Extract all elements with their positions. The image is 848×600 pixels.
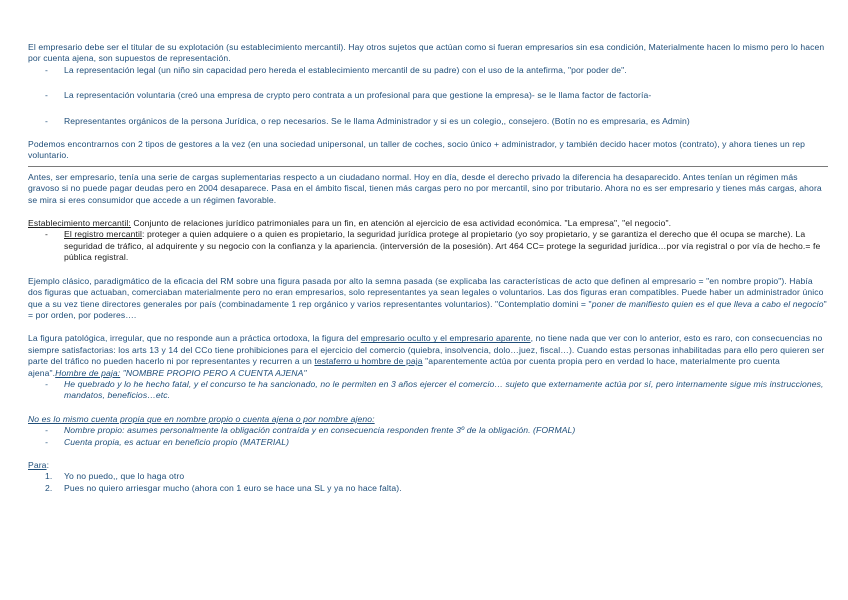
document-page	[28, 0, 828, 494]
paragraph-figura-patologica: La figura patológica, irregular, que no responde aun a práctica ortodoxa, la figura del empresario oculto y el empresario aparente, no tiene nada que ver con lo anterior, esto es raro, con consecuencias no siempre satisfactorias: los arts 13 y 14 del CCo tiene prohibiciones para el ejercicio del comercio (quiebra, insolvencia, dolo…juez, fiscal…). Cuando estas personas inhabilitadas para ello pero quieren ser parte del tráfico no pueden hacerlo ni por representantes y recurren a un testaferro u hombre de paja "aparentemente actúa por cuenta propia pero en verdad lo hace, materialmente pro cuenta ajena".Hombre de paja: "NOMBRE PROPIO PERO A CUENTA AJENA"	[28, 333, 825, 378]
para-list	[28, 471, 828, 494]
list-item: - Cuenta propia, es actuar en beneficio propio (MATERIAL)	[45, 436, 290, 447]
list-item: - Representantes orgánicos de la persona Jurídica, o rep necesarios. Se le llama Administrador y si es un colegio,, consejero. (Botín no es empresaria, es Admin)	[45, 115, 690, 126]
hombre-paja-list	[28, 379, 828, 402]
list-item: 1. Yo no puedo,, que lo haga otro	[45, 471, 185, 482]
list-item: - El registro mercantil: proteger a quien adquiere o a quien es propietario, la seguridad jurídica protege al propietario (yo soy propietario, y se garantiza el derecho que él ocupa se marche). La seguridad de tráfico, al adquirente y su negocio con la confianza y la apariencia. (interversión de la posesión). Art 464 CC= protege la seguridad jurídica…por vía registral o por vía de hecho.= fe pública registral.	[45, 229, 821, 263]
paragraph-ejemplo-clasico: Ejemplo clásico, paradigmático de la eficacia del RM sobre una figura pasada por alto la semna pasada (se explicaba las características de acto que definen al empresario = "en nombre propio"). Había dos figuras que actuaban, comerciaban materialmente pero no eran empresarios, solo representantes ya sean legales o voluntarios. Las dos figuras eran compatibles. Puede haber un administrador único que a su vez tiene directores generales por país (combinadamente 1 rep orgánico y varios representantes voluntarios). "Contemplatio domini = "poner de manifiesto quien es el que lleva a cabo el negocio" = por orden, por poderes….	[28, 275, 827, 320]
list-item: - La representación voluntaria (creó una empresa de crypto pero contrata a un profesional para que gestione la empresa)- se le llama factor de factoría-	[45, 90, 652, 101]
list-item: 2. Pues no quiero arriesgar mucho (ahora con 1 euro se hace una SL y ya no hace falta).	[45, 482, 402, 493]
registro-label: El registro mercantil	[64, 229, 143, 240]
representation-list	[28, 65, 828, 127]
list-item: - Nombre propio: asumes personalmente la obligación contraída y en consecuencia responden frente 3º de la obligación. (FORMAL)	[45, 425, 576, 436]
paragraph-cargas: Antes, ser empresario, tenía una serie de cargas suplementarias respecto a un ciudadano normal. Hoy en día, desde el derecho privado la diferencia ha desaparecido. Antes tenían un régimen más gravoso si no puede pagar deudas pero en 2004 desaparece. Pasa en el ámbito fiscal, tienen más cargas pero no por mercantil, sino por tributario. Ahora no es ser empresario y tienes más cargas, ahora se mira si eres consumidor que accede a un régimen favorable.	[28, 171, 822, 205]
list-item: - He quebrado y lo he hecho fatal, y el concurso te ha sancionado, no le permiten en 3 años ejercer el comercio… sujeto que externamente actúa por sí, pero internamente sigue mis instrucciones, mandatos, beneficios…etc.	[45, 378, 824, 401]
horizontal-divider	[28, 166, 828, 167]
paragraph-representation-intro: El empresario debe ser el titular de su explotación (su establecimiento mercantil). Hay otros sujetos que actúan como si fueran empresarios sin esa condición, Materialmente hacen lo mismo pero lo hacen por cuenta ajena, son supuestos de representación.	[28, 42, 825, 64]
cuenta-propia-title: No es lo mismo cuenta propia que en nombre propio o cuenta ajena o por nombre ajeno:	[28, 413, 375, 424]
establecimiento-label: Establecimiento mercantil:	[28, 218, 131, 229]
registro-list	[28, 229, 828, 263]
paragraph-gestores: Podemos encontrarnos con 2 tipos de gestores a la vez (en una sociedad unipersonal, un taller de coches, socio único + administrador, y también decido hacer motos (contrato), y ahora tienes un rep voluntario.	[28, 139, 806, 161]
cuenta-propia-list	[28, 425, 828, 448]
paragraph-establecimiento: Establecimiento mercantil: Conjunto de relaciones jurídico patrimoniales para un fin, en atención al ejercicio de esa actividad económica. "La empresa", "el negocio".	[28, 218, 672, 229]
list-item: - La representación legal (un niño sin capacidad pero hereda el establecimiento mercantil de su padre) con el uso de la antefirma, "por poder de".	[45, 64, 627, 75]
para-heading: Para:	[28, 459, 50, 470]
